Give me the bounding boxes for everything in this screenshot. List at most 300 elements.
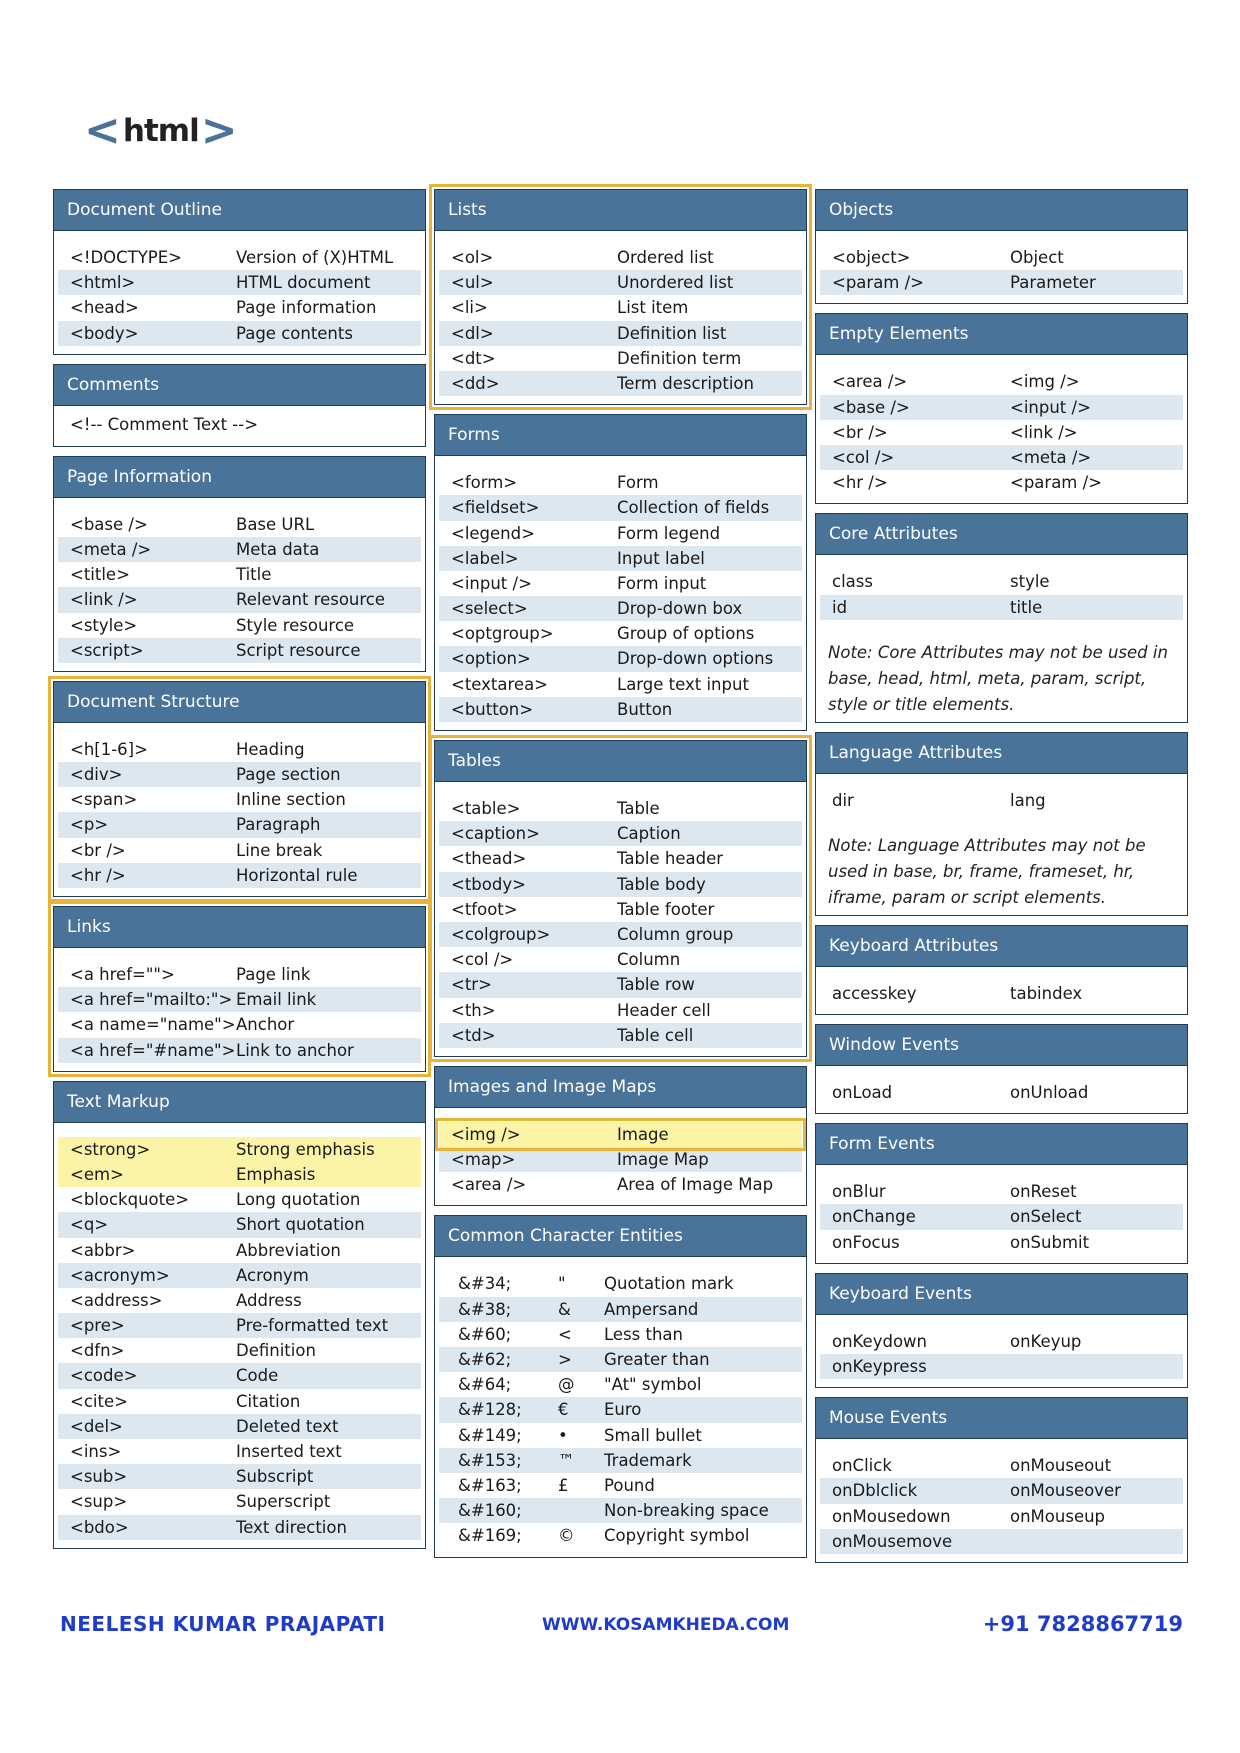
row-key: <link /> [70,590,138,610]
column-3 [815,189,1188,1572]
table-row [58,1338,421,1363]
row-value [1010,1529,1183,1554]
row-key: <caption> [451,824,540,844]
row-key: <address> [70,1290,163,1310]
section-body [435,1108,806,1206]
table-row [439,672,802,697]
row-key: <li> [451,298,488,318]
section-title: Forms [435,415,806,456]
row-key: onFocus [832,1232,900,1252]
row-value: Table [617,799,660,818]
table-row [439,1347,802,1372]
row-key: onKeypress [832,1357,927,1376]
section-form-events [815,1123,1188,1264]
row-key: <a href="#name"> [70,1040,236,1060]
table-row [439,495,802,520]
section-language-attributes [815,732,1188,916]
row-key: <html> [70,273,136,293]
row-key: <hr /> [832,473,888,493]
row-key: onMousedown [832,1506,951,1526]
table-row [58,987,421,1012]
row-key: <form> [451,473,518,493]
row-value: Short quotation [236,1215,365,1235]
section-title: Text Markup [54,1082,425,1123]
table-row [439,521,802,546]
table-row [439,571,802,596]
entity-glyph: ™ [558,1450,575,1470]
row-key: <table> [451,799,521,818]
row-value: Version of (X)HTML [236,248,394,267]
table-row [58,321,421,346]
row-value: onMouseout [1010,1456,1112,1476]
row-value: Citation [236,1391,301,1411]
row-value: onSubmit [1010,1232,1090,1252]
entity-description: Trademark [604,1450,692,1470]
section-tables [434,740,807,1057]
row-value: Text direction [236,1517,347,1537]
row-key: <del> [70,1416,123,1436]
row-key: <head> [70,298,139,318]
entity-code: &#128; [458,1400,522,1420]
table-row [58,1464,421,1489]
table-row [439,1322,802,1347]
section-mouse-events [815,1397,1188,1563]
table-row [58,295,421,320]
row-value: tabindex [1010,983,1083,1003]
row-key: id [832,597,848,617]
table-row [439,846,802,871]
row-value: onMouseup [1010,1506,1106,1526]
row-key: <option> [451,649,531,669]
row-value: Inserted text [236,1442,342,1461]
table-row [820,595,1183,620]
table-row [58,1137,421,1162]
row-value: Term description [617,373,754,393]
row-key: <tr> [451,975,492,995]
section-body [435,231,806,404]
table-row [439,295,802,320]
row-key: <img /> [451,1124,521,1144]
section-body [816,967,1187,1014]
row-key: <a href=""> [70,965,175,984]
row-value: Title [236,565,272,585]
table-row [58,1389,421,1414]
table-row [820,1504,1183,1529]
row-key: <fieldset> [451,498,540,518]
row-key: <dl> [451,323,494,343]
table-row [58,1038,421,1063]
author-name: NEELESH KUMAR PRAJAPATI [60,1612,386,1636]
section-body [816,1315,1187,1387]
row-value: Collection of fields [617,498,770,518]
row-key: onLoad [832,1083,893,1103]
entity-description: Non-breaking space [604,1501,769,1521]
section-body [54,231,425,354]
table-row [439,470,802,495]
table-row [439,621,802,646]
section-lists [434,189,807,405]
row-value: Table footer [617,899,715,919]
logo-left-bracket: < [84,105,121,156]
row-value: Object [1010,248,1064,267]
table-row [439,270,802,295]
entity-code: &#34; [458,1274,512,1294]
table-row [58,1012,421,1037]
row-key: <dt> [451,348,496,368]
row-value: Style resource [236,615,355,635]
row-value: Anchor [236,1015,295,1035]
row-key: <colgroup> [451,924,551,944]
table-row [439,796,802,821]
table-row [58,1238,421,1263]
row-key: <br /> [70,840,126,860]
row-value: Paragraph [236,815,321,835]
entity-code: &#160; [458,1501,522,1521]
row-value: lang [1010,790,1046,810]
section-title: Objects [816,190,1187,231]
table-row [820,981,1183,1006]
row-key: <ins> [70,1442,122,1461]
row-value: Definition list [617,323,727,343]
entity-description: Pound [604,1475,655,1495]
row-key: dir [832,790,854,810]
entity-glyph: € [558,1400,569,1420]
row-key: onMousemove [832,1531,953,1551]
row-value: Page contents [236,323,353,343]
section-window-events [815,1024,1188,1114]
table-row [439,1423,802,1448]
table-row [58,1212,421,1237]
row-value: Deleted text [236,1416,339,1436]
row-key: onKeydown [832,1331,927,1351]
table-row [58,863,421,888]
entity-glyph: & [558,1299,571,1319]
entity-code: &#149; [458,1425,522,1445]
row-key: <base /> [832,397,910,417]
table-row [439,1023,802,1048]
table-row [439,998,802,1023]
table-row [820,1354,1183,1379]
row-value: <input /> [1010,397,1091,417]
section-body [816,1066,1187,1113]
row-key: <p> [70,815,109,835]
section-title: Core Attributes [816,514,1187,555]
table-row [439,1372,802,1397]
row-value: Definition [236,1341,316,1361]
row-value: HTML document [236,273,371,293]
row-value: Definition term [617,348,742,368]
row-key: <tbody> [451,874,526,894]
row-value: Email link [236,990,317,1010]
comment-text: <!-- Comment Text --> [70,414,259,434]
entity-glyph: < [558,1324,572,1344]
row-key: <label> [451,548,519,568]
table-row [58,1263,421,1288]
entity-code: &#64; [458,1375,512,1395]
table-row [58,1489,421,1514]
row-value: Abbreviation [236,1240,341,1260]
table-row [820,1478,1183,1503]
row-value: Form legend [617,523,721,543]
row-key: <input /> [451,573,532,593]
table-row [439,1473,802,1498]
row-value: Parameter [1010,273,1096,293]
row-key: <script> [70,640,144,660]
row-key: <ol> [451,248,494,267]
website-link[interactable]: WWW.KOSAMKHEDA.COM [542,1615,790,1635]
table-row [439,245,802,270]
row-key: <a href="mailto:"> [70,990,233,1010]
entity-description: Quotation mark [604,1274,734,1294]
row-value: Header cell [617,1000,711,1020]
row-value: Long quotation [236,1190,361,1210]
section-body [435,782,806,1056]
table-row [439,821,802,846]
section-body [816,1165,1187,1263]
row-value: Form [617,473,659,493]
row-key: <map> [451,1150,516,1170]
row-value: Code [236,1366,279,1386]
table-row [58,812,421,837]
row-key: <col /> [832,447,895,467]
row-key: <blockquote> [70,1190,190,1210]
table-row [820,1080,1183,1105]
row-value: <param /> [1010,473,1103,493]
row-key: <button> [451,699,534,719]
row-key: <strong> [70,1139,151,1159]
row-value: Input label [617,548,705,568]
row-key: <legend> [451,523,535,543]
table-row [58,737,421,762]
row-key: <div> [70,765,123,785]
core-attributes-note: Note: Core Attributes may not be used in base, head, html, meta, param, script, style or title elements. [828,642,1168,714]
table-row [58,1288,421,1313]
table-row [58,270,421,295]
table-row [820,1230,1183,1255]
row-value: Ordered list [617,248,714,267]
column-2 [434,189,807,1567]
row-key: onDblclick [832,1481,918,1501]
entity-glyph: > [558,1350,572,1369]
row-key: <a name="name"> [70,1015,236,1035]
table-row [439,872,802,897]
table-row [439,1448,802,1473]
row-value: Heading [236,739,305,759]
entity-glyph: " [558,1274,566,1294]
table-row [439,371,802,396]
table-row [439,1122,802,1147]
row-value: Link to anchor [236,1040,354,1060]
table-row [820,420,1183,445]
row-value [1010,1354,1183,1379]
table-row [58,613,421,638]
row-value: Superscript [236,1492,331,1512]
row-value: Page information [236,298,377,318]
row-value: Emphasis [236,1164,316,1184]
section-empty-elements [815,313,1188,504]
entity-description: "At" symbol [604,1375,702,1395]
table-row [439,596,802,621]
section-title: Common Character Entities [435,1216,806,1257]
table-row [820,788,1183,813]
row-value: Group of options [617,624,755,644]
table-row [58,962,421,987]
entity-glyph: £ [558,1475,569,1495]
section-core-attributes [815,513,1188,722]
logo-right-bracket: > [200,105,238,156]
row-key: onChange [832,1207,916,1227]
html-logo [84,106,238,156]
section-comments [53,364,426,447]
row-key: <base /> [70,514,148,534]
table-row [58,245,421,270]
entity-description: Euro [604,1400,642,1420]
row-value: Horizontal rule [236,865,358,885]
row-value: Strong emphasis [236,1139,375,1159]
row-value: Form input [617,573,707,593]
section-title: Images and Image Maps [435,1067,806,1108]
row-value: Image Map [617,1150,709,1170]
row-value: Address [236,1290,302,1310]
table-row [820,569,1183,594]
row-key: <title> [70,565,130,585]
entity-code: &#153; [458,1450,522,1470]
section-body [435,456,806,730]
row-value: Table cell [617,1025,694,1045]
row-value: title [1010,597,1043,617]
row-key: <cite> [70,1391,128,1411]
table-row [820,1529,1183,1554]
table-row [439,1523,802,1548]
entity-glyph: © [558,1526,575,1546]
entity-code: &#163; [458,1475,522,1495]
row-key: <pre> [70,1316,125,1336]
table-row [439,972,802,997]
row-key: <!DOCTYPE> [70,248,183,267]
section-page-information [53,456,426,672]
entity-code: &#60; [458,1324,512,1344]
row-key: <textarea> [451,674,549,694]
row-value: Image [617,1124,669,1144]
row-value: Column [617,950,681,970]
row-value: Page section [236,765,341,785]
row-value: Relevant resource [236,590,386,610]
row-key: <thead> [451,849,527,869]
section-document-outline [53,189,426,355]
logo-word: html [122,113,199,149]
section-body [54,1123,425,1548]
entity-description: Copyright symbol [604,1526,750,1546]
row-value: Meta data [236,539,320,559]
section-character-entities [434,1215,807,1557]
section-body [54,948,425,1071]
row-value: Script resource [236,640,361,660]
row-key: <meta /> [70,539,152,559]
entity-code: &#38; [458,1299,512,1319]
section-title: Form Events [816,1124,1187,1165]
table-row [439,897,802,922]
row-value: Table row [617,975,695,995]
table-row [439,922,802,947]
row-key: <param /> [832,273,925,293]
table-row [58,1162,421,1187]
row-key: <td> [451,1025,496,1045]
row-value: Drop-down options [617,649,774,669]
table-row [439,1172,802,1197]
table-row [58,838,421,863]
row-key: <em> [70,1164,124,1184]
row-value: Page link [236,965,311,984]
section-body [816,355,1187,503]
row-value: Column group [617,924,734,944]
row-key: onClick [832,1456,892,1476]
row-key: <col /> [451,950,514,970]
row-value: onUnload [1010,1083,1089,1103]
section-document-structure [53,681,426,897]
row-value: List item [617,298,689,318]
row-value: Large text input [617,674,749,694]
entity-glyph: • [558,1425,568,1445]
table-row [820,1204,1183,1229]
section-title: Keyboard Attributes [816,926,1187,967]
table-row [58,787,421,812]
row-key: <area /> [451,1175,527,1195]
row-key: <select> [451,599,528,619]
table-row [820,445,1183,470]
column-1 [53,189,426,1558]
row-value: Area of Image Map [617,1175,774,1195]
table-row [439,1147,802,1172]
row-key: <ul> [451,273,494,293]
section-title: Lists [435,190,806,231]
row-key: <acronym> [70,1265,170,1285]
table-row [439,1271,802,1296]
table-row [820,1179,1183,1204]
row-key: <h[1-6]> [70,739,148,759]
table-row [820,470,1183,495]
section-title: Keyboard Events [816,1274,1187,1315]
row-key: <sub> [70,1467,128,1487]
section-keyboard-attributes [815,925,1188,1015]
table-row [58,512,421,537]
section-title: Language Attributes [816,733,1187,774]
section-title: Links [54,907,425,948]
row-key: <br /> [832,422,888,442]
table-row [439,1297,802,1322]
row-value: onSelect [1010,1207,1082,1227]
row-value: <meta /> [1010,447,1092,467]
row-key: <object> [832,248,911,267]
entity-description: Less than [604,1324,683,1344]
entity-description: Greater than [604,1350,710,1369]
table-row [58,1313,421,1338]
row-value: <link /> [1010,422,1078,442]
entity-code: &#62; [458,1350,512,1369]
table-row [58,1439,421,1464]
row-key: <tfoot> [451,899,518,919]
section-title: Tables [435,741,806,782]
table-row [439,646,802,671]
table-row [439,321,802,346]
section-body [816,231,1187,303]
section-title: Document Outline [54,190,425,231]
row-key: <area /> [832,372,908,392]
row-value: onMouseover [1010,1481,1121,1501]
section-body [816,774,1187,821]
row-key: <sup> [70,1492,128,1512]
row-key: accesskey [832,983,917,1003]
section-title: Comments [54,365,425,406]
